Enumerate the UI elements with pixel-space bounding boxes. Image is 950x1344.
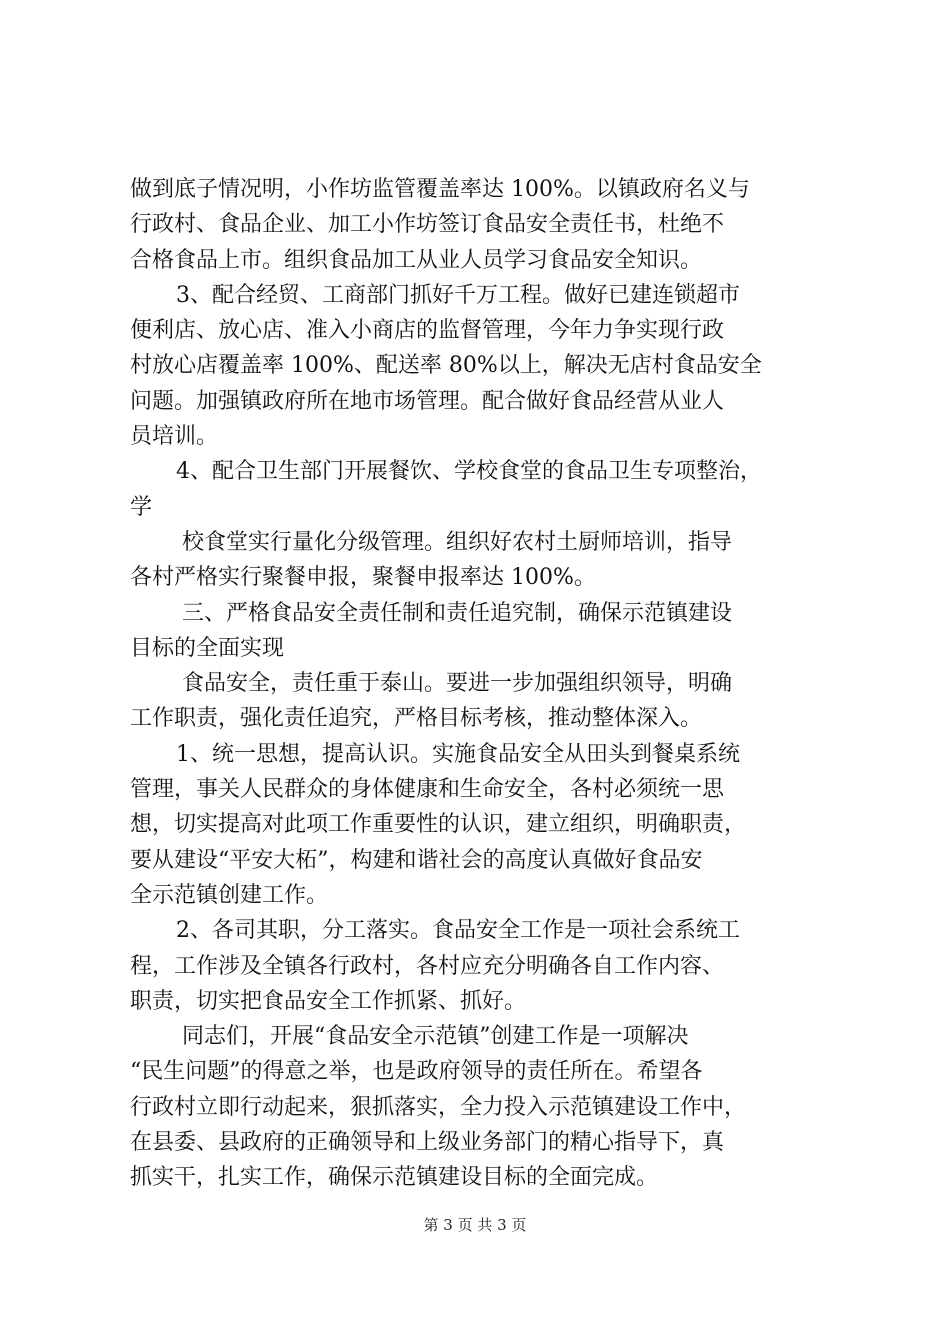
text-line: 校食堂实行量化分级管理。组织好农村土厨师培训，指导 (182, 529, 733, 555)
text-line: 做到底子情况明，小作坊监管覆盖率达 100%。以镇政府名义与 (130, 177, 750, 202)
text-line: 管理，事关人民群众的身体健康和生命安全，各村必须统一思 (130, 777, 725, 803)
text-line: 同志们，开展“食品安全示范镇”创建工作是一项解决 (182, 1024, 689, 1050)
text-line: 行政村立即行动起来，狠抓落实，全力投入示范镇建设工作中， (130, 1094, 747, 1120)
text-line: 便利店、放心店、准入小商店的监督管理，今年力争实现行政 (130, 318, 725, 344)
page-footer: 第 3 页 共 3 页 (423, 1216, 527, 1234)
document-body (130, 172, 830, 1196)
text-line: 村放心店覆盖率 100%、配送率 80%以上，解决无店村食品安全 (130, 353, 762, 379)
text-line: 食品安全，责任重于泰山。要进一步加强组织领导，明确 (182, 671, 733, 697)
text-line: 合格食品上市。组织食品加工从业人员学习食品安全知识。 (130, 247, 703, 273)
text-line: 1、统一思想，提高认识。实施食品安全从田头到餐桌系统 (176, 741, 740, 767)
text-line: 全示范镇创建工作。 (130, 882, 329, 908)
text-line: 职责，切实把食品安全工作抓紧、抓好。 (130, 988, 527, 1014)
text-line: 4、配合卫生部门开展餐饮、学校食堂的食品卫生专项整治， (176, 459, 762, 485)
text-line: 想，切实提高对此项工作重要性的认识，建立组织，明确职责， (130, 812, 747, 838)
text-line: 在县委、县政府的正确领导和上级业务部门的精心指导下，真 (130, 1130, 725, 1156)
text-line: 2、各司其职，分工落实。食品安全工作是一项社会系统工 (176, 918, 740, 944)
text-line: 三、严格食品安全责任制和责任追究制，确保示范镇建设 (182, 600, 733, 626)
text-line: 员培训。 (130, 424, 219, 450)
text-line: 学 (130, 494, 153, 520)
text-line: 程，工作涉及全镇各行政村，各村应充分明确各自工作内容、 (130, 953, 725, 979)
text-line: “民生问题”的得意之举，也是政府领导的责任所在。希望各 (130, 1059, 703, 1085)
text-line: 3、配合经贸、工商部门抓好千万工程。做好已建连锁超市 (176, 282, 740, 308)
text-line: 要从建设“平安大柘”，构建和谐社会的高度认真做好食品安 (130, 847, 703, 873)
text-line: 各村严格实行聚餐申报，聚餐申报率达 100%。 (130, 565, 596, 591)
text-line: 抓实干，扎实工作，确保示范镇建设目标的全面完成。 (130, 1165, 659, 1191)
text-line: 问题。加强镇政府所在地市场管理。配合做好食品经营从业人 (130, 388, 725, 414)
text-line: 工作职责，强化责任追究，严格目标考核，推动整体深入。 (130, 706, 703, 732)
text-line: 行政村、食品企业、加工小作坊签订食品安全责任书，杜绝不 (130, 212, 725, 238)
text-line: 目标的全面实现 (130, 635, 285, 661)
